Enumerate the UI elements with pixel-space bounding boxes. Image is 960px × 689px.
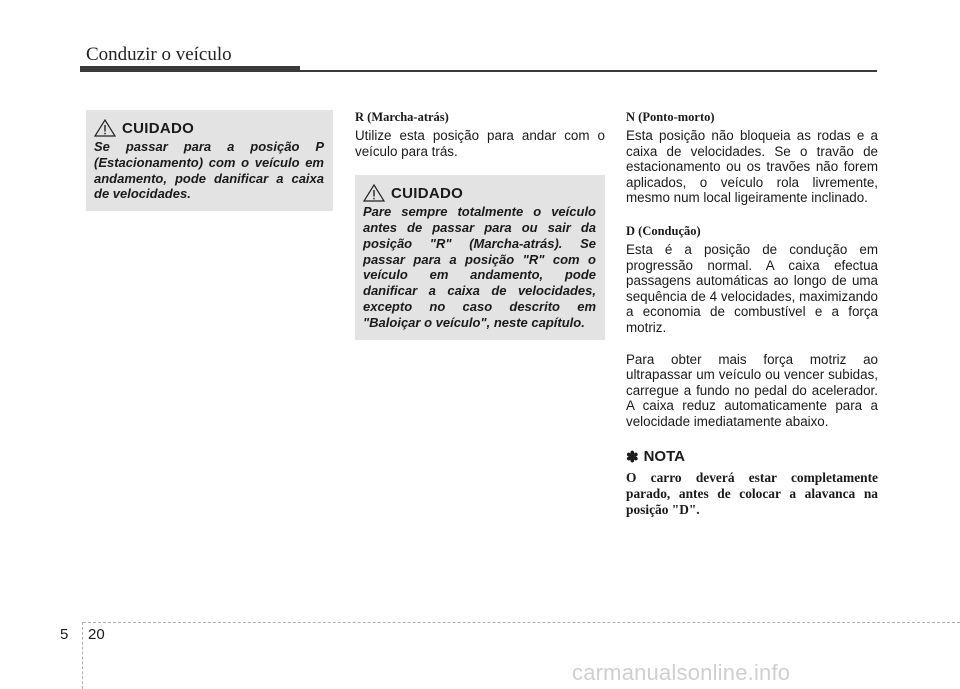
section-heading-neutral: N (Ponto-morto)	[626, 110, 715, 124]
section-text-neutral: Esta posição não bloqueia as rodas e a caixa de velocidades. Se o travão de estacionamento ou os travões não forem aplicados, o veículo rola livremente, mesmo num local ligeiramente inclinado.	[626, 128, 878, 206]
header-rule-thin	[300, 70, 877, 72]
watermark: carmanualsonline.info	[572, 660, 791, 685]
section-text-reverse: Utilize esta posição para andar com o veículo para trás.	[355, 128, 605, 159]
caution-title: CUIDADO	[391, 184, 464, 202]
note-header	[626, 448, 878, 466]
chapter-number: 5	[60, 626, 69, 643]
note-mark-icon: ✽	[626, 448, 639, 466]
caution-title: CUIDADO	[122, 119, 195, 137]
warning-triangle-icon	[363, 184, 385, 202]
column-left	[86, 110, 333, 211]
caution-header	[94, 119, 324, 137]
caution-text: Pare sempre totalmente o veículo antes de passar para ou sair da posição "R" (Marcha-atrás). Se passar para a posição "R" com o veículo em andamento, pode danificar a caixa de velocidades, excepto no caso descrito em "Baloiçar o veículo", neste capítulo.	[363, 204, 596, 330]
caution-box	[86, 110, 333, 211]
column-middle	[355, 110, 605, 340]
section-heading-drive: D (Condução)	[626, 223, 701, 238]
note-title: NOTA	[643, 448, 685, 465]
caution-text: Se passar para a posição P (Estacionamento) com o veículo em andamento, pode danificar a caixa de velocidades.	[94, 139, 324, 202]
section-text-drive-2: Para obter mais força motriz ao ultrapassar um veículo ou vencer subidas, carregue a fundo no pedal do acelerador. A caixa reduz automaticamente para a velocidade imediatamente abaixo.	[626, 351, 878, 429]
page-number: 20	[88, 626, 105, 643]
footer-divider	[82, 622, 84, 689]
caution-box	[355, 175, 605, 339]
warning-triangle-icon	[94, 119, 116, 137]
page-header-title: Conduzir o veículo	[86, 44, 232, 65]
caution-header	[363, 184, 596, 202]
header-rule-thick	[80, 66, 300, 72]
section-text-drive-1: Esta é a posição de condução em progressão normal. A caixa efectua passagens automáticas ao longo de uma sequência de 4 velocidades, maximizando a economia de combustível e a força motriz.	[626, 241, 878, 335]
footer-rule	[83, 622, 960, 624]
section-heading-reverse: R (Marcha-atrás)	[355, 110, 449, 124]
column-right	[626, 110, 878, 518]
note-text: O carro deverá estar completamente parado, antes de colocar a alavanca na posição "D".	[626, 469, 878, 517]
